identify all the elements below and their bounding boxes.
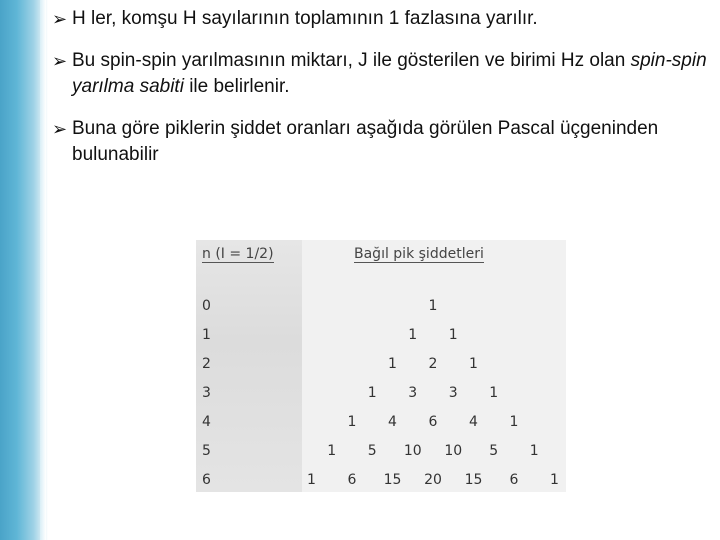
intensity-value: 10 <box>403 443 422 459</box>
bullet-text-post: ile belirlenir. <box>183 76 290 97</box>
row-n-label: 2 <box>202 356 211 372</box>
intensity-value: 4 <box>388 414 397 430</box>
bullet-text-italic: spin-spin yarılma sabiti <box>72 50 707 97</box>
bullet-item-1 <box>52 6 716 32</box>
bullet-text: H ler, komşu H sayılarının toplamının 1 fazlasına yarılır. <box>72 8 538 29</box>
intensity-value: 6 <box>509 472 519 488</box>
intensity-value: 15 <box>464 472 483 488</box>
intensity-value: 5 <box>367 443 377 459</box>
arrow-bullet-icon: ➢ <box>52 9 68 29</box>
intensity-value: 6 <box>347 472 357 488</box>
bullet-item-3 <box>52 116 716 168</box>
intensity-value: 1 <box>550 472 559 488</box>
bullet-item-2 <box>52 48 716 100</box>
intensity-value: 1 <box>469 356 478 372</box>
row-n-label: 6 <box>202 472 211 488</box>
arrow-bullet-icon: ➢ <box>52 51 68 71</box>
intensity-value: 2 <box>428 356 438 372</box>
row-n-label: 3 <box>202 385 211 401</box>
row-n-label: 0 <box>202 298 211 314</box>
intensity-value: 1 <box>428 298 438 314</box>
intensity-value: 1 <box>327 443 337 459</box>
intensity-value: 1 <box>347 414 357 430</box>
pascal-triangle-image <box>196 240 566 492</box>
bullet-list <box>52 6 716 184</box>
arrow-bullet-icon: ➢ <box>52 119 68 139</box>
intensity-value: 15 <box>383 472 402 488</box>
intensity-value: 10 <box>444 443 463 459</box>
relative-intensity-header: Bağıl pik şiddetleri <box>354 246 484 262</box>
row-n-label: 4 <box>202 414 211 430</box>
row-n-label: 1 <box>202 327 211 343</box>
intensity-value: 1 <box>388 356 397 372</box>
intensity-value: 6 <box>428 414 438 430</box>
intensity-value: 3 <box>408 385 418 401</box>
slide-sidebar-edge <box>40 0 46 540</box>
intensity-value: 1 <box>509 414 519 430</box>
intensity-value: 4 <box>469 414 478 430</box>
intensity-value: 1 <box>367 385 377 401</box>
intensity-value: 20 <box>424 472 442 488</box>
intensity-value: 1 <box>307 472 316 488</box>
bullet-text: Buna göre piklerin şiddet oranları aşağıda görülen Pascal üçgeninden bulunabilir <box>72 118 659 165</box>
n-column-header: n (I = 1/2) <box>202 246 274 262</box>
intensity-value: 1 <box>408 327 418 343</box>
intensity-value: 1 <box>489 385 499 401</box>
intensity-value: 1 <box>529 443 539 459</box>
row-n-label: 5 <box>202 443 211 459</box>
intensity-value: 1 <box>448 327 458 343</box>
intensity-value: 3 <box>448 385 458 401</box>
table-left-band <box>196 240 302 492</box>
bullet-text-pre: Bu spin-spin yarılmasının miktarı, J ile gösterilen ve birimi Hz olan <box>72 50 631 71</box>
intensity-value: 5 <box>489 443 499 459</box>
